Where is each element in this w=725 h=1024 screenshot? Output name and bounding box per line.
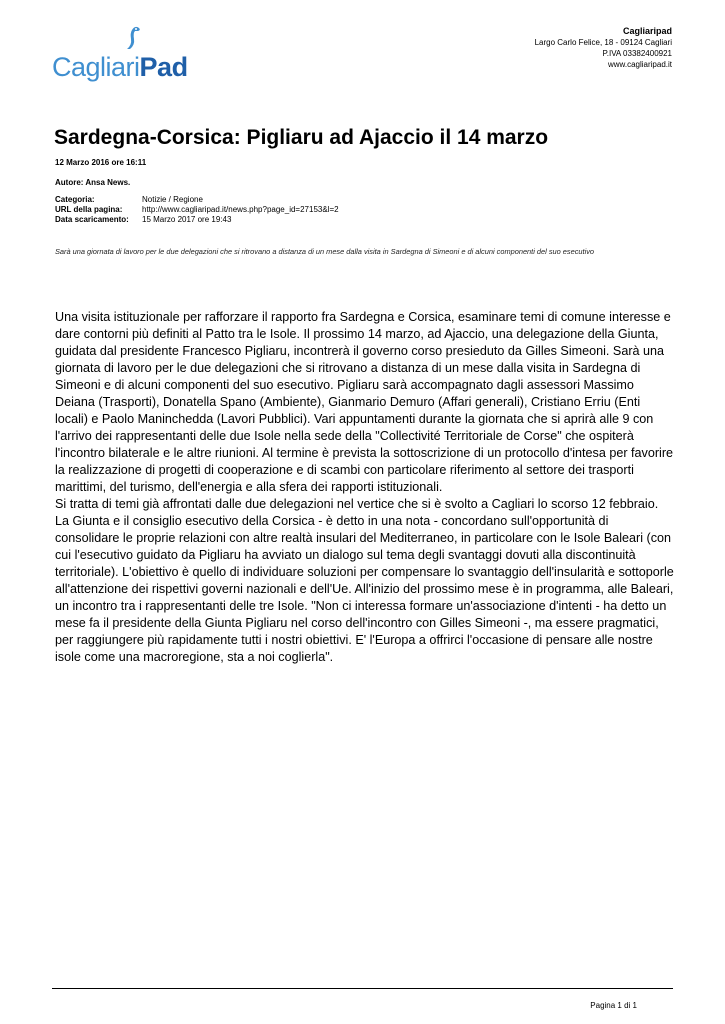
meta-download-value: 15 Marzo 2017 ore 19:43 xyxy=(142,215,232,224)
page-number: Pagina 1 di 1 xyxy=(590,1001,637,1010)
meta-url-label: URL della pagina: xyxy=(55,205,123,214)
logo-word-light: Cagliari xyxy=(52,52,140,82)
logo-wordmark xyxy=(52,52,188,82)
article-title: Sardegna-Corsica: Pigliaru ad Ajaccio il 14 marzo xyxy=(54,126,549,149)
company-website[interactable]: www.cagliaripad.it xyxy=(607,60,672,69)
meta-category-value: Notizie / Regione xyxy=(142,195,203,204)
article-author: Autore: Ansa News. xyxy=(55,178,131,187)
company-vat: P.IVA 03382400921 xyxy=(602,49,672,58)
article-body xyxy=(55,309,675,666)
article-date: 12 Marzo 2016 ore 16:11 xyxy=(55,158,147,167)
meta-category-label: Categoria: xyxy=(55,195,95,204)
meta-url-row xyxy=(55,205,339,215)
meta-download-row xyxy=(55,215,339,225)
meta-download-label: Data scaricamento: xyxy=(55,215,129,224)
meta-category-row xyxy=(55,195,339,205)
footer-divider xyxy=(52,988,673,989)
article-meta xyxy=(55,195,339,225)
article-paragraph: La Giunta e il consiglio esecutivo della Corsica - è detto in una nota - concordano sull'opportunità di consolidare le proprie relazioni con altre realtà insulari del Mediterraneo, in particolare con le Isole Baleari (con cui l'esecutivo guidato da Pigliaru ha avviato un dialogo sul tema degli svantaggi dovuti alla discontinuità territoriale). L'obiettivo è quello di individuare soluzioni per compensare lo svantaggio dell'insularità e sottoporle all'attenzione dei rispettivi governi nazionali e dell'Ue. All'inizio del prossimo mese è in programma, alle Baleari, un incontro tra i rappresentanti delle tre Isole. "Non ci interessa formare un'associazione d'intenti - ha detto un mese fa il presidente della Giunta Pigliaru nel corso dell'incontro con Gilles Simeoni -, ma essere pragmatici, per raggiungere più rapidamente tutti i nostri obiettivi. E' l'Europa a offrirci l'occasione di pensare alle nostre isole come una macroregione, sta a noi coglierla". xyxy=(55,514,674,664)
company-address: Largo Carlo Felice, 18 - 09124 Cagliari xyxy=(534,38,672,47)
meta-url-value[interactable]: http://www.cagliaripad.it/news.php?page_id=27153&l=2 xyxy=(142,205,339,214)
article-paragraph: Si tratta di temi già affrontati dalle due delegazioni nel vertice che si è svolto a Cagliari lo scorso 12 febbraio. xyxy=(55,497,659,511)
logo-word-bold: Pad xyxy=(139,52,188,82)
company-info xyxy=(535,26,672,70)
cagliaripad-logo[interactable] xyxy=(52,24,192,84)
company-name: Cagliaripad xyxy=(622,26,672,36)
article-paragraph: Una visita istituzionale per rafforzare il rapporto fra Sardegna e Corsica, esaminare temi di comune interesse e dare contorni più definiti al Patto tra le Isole. Il prossimo 14 marzo, ad Ajaccio, una delegazione della Giunta, guidata dal presidente Francesco Pigliaru, incontrerà il governo corso presieduto da Gilles Simeoni. Sarà una giornata di lavoro per le due delegazioni che si ritrovano a distanza di un mese dalla visita in Sardegna di Simeoni e di alcuni componenti del suo esecutivo. Pigliaru sarà accompagnato dagli assessori Massimo Deiana (Trasporti), Donatella Spano (Ambiente), Gianmario Demuro (Affari generali), Cristiano Erriu (Enti locali) e Paolo Maninchedda (Lavori Pubblici). Vari appuntamenti durante la giornata che si aprirà alle 9 con l'arrivo dei rappresentanti delle due Isole nella sede della "Collectivité Territoriale de Corse" che ospiterà l'incontro bilaterale e le altre riunioni. Al termine è prevista la sottoscrizione di un protocollo d'intesa per favorire la realizzazione di progetti di cooperazione e di scambi con particolare riferimento al settore dei trasporti marittimi, del turismo, dell'energia e alla sfera dei rapporti istituzionali. xyxy=(55,310,674,494)
article-summary: Sarà una giornata di lavoro per le due delegazioni che si ritrovano a distanza di un mese dalla visita in Sardegna di Simeoni e di alcuni componenti del suo esecutivo xyxy=(55,247,595,256)
